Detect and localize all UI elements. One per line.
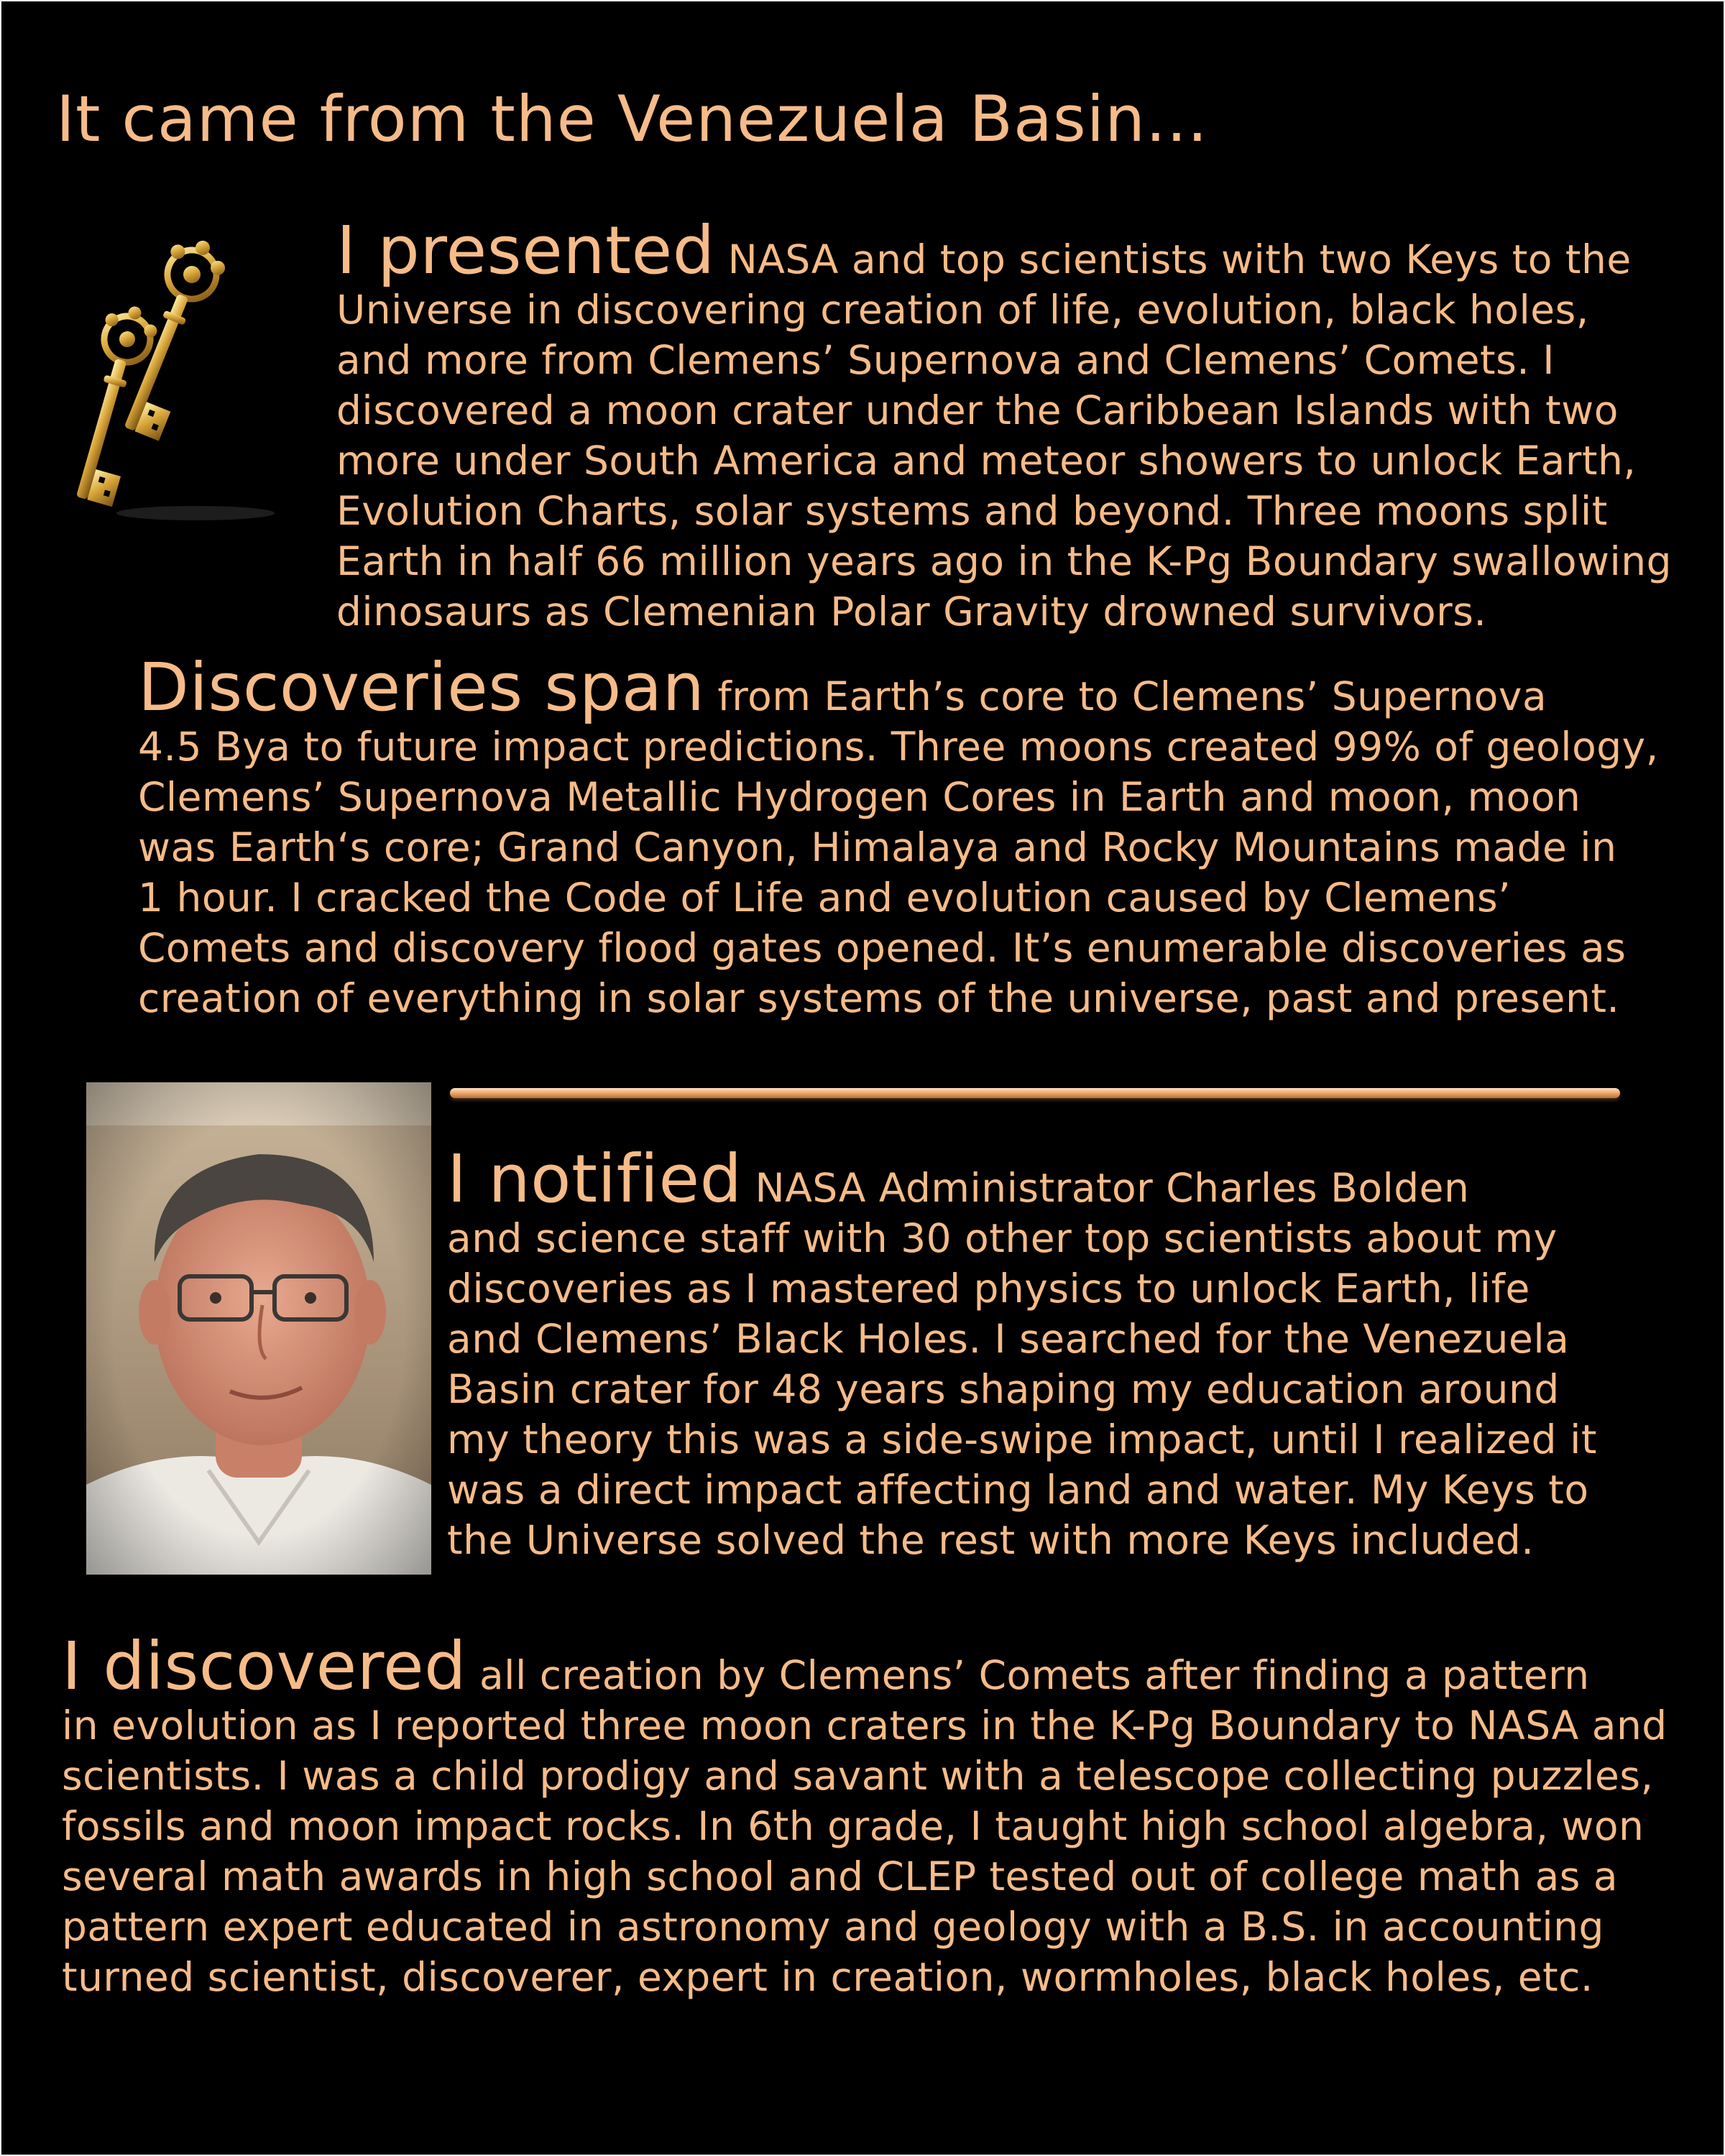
paragraph-line: dinosaurs as Clemenian Polar Gravity drowned survivors. — [336, 589, 1487, 635]
notified-paragraph — [447, 1141, 1597, 1565]
author-photo — [86, 1082, 431, 1575]
notified-lead: I notified — [447, 1141, 742, 1217]
paragraph-line: discoveries as I mastered physics to unlock Earth, life — [447, 1266, 1530, 1312]
golden-keys-icon — [59, 231, 361, 533]
discoveries-paragraph — [138, 649, 1659, 1023]
paragraph-line: NASA Administrator Charles Bolden — [742, 1165, 1470, 1211]
paragraph-line: all creation by Clemens’ Comets after finding a pattern — [466, 1652, 1590, 1698]
paragraph-line: 1 hour. I cracked the Code of Life and evolution caused by Clemens’ — [138, 875, 1512, 921]
paragraph-line: more under South America and meteor showers to unlock Earth, — [336, 438, 1637, 484]
paragraph-line: turned scientist, discoverer, expert in creation, wormholes, black holes, etc. — [62, 1954, 1593, 2000]
discovered-lead: I discovered — [62, 1628, 466, 1705]
paragraph-line: 4.5 Bya to future impact predictions. Three moons created 99% of geology, — [138, 724, 1659, 770]
presented-paragraph — [336, 212, 1673, 637]
paragraph-line: the Universe solved the rest with more Keys included. — [447, 1517, 1535, 1563]
paragraph-line: and more from Clemens’ Supernova and Clemens’ Comets. I — [336, 337, 1555, 383]
paragraph-line: and science staff with 30 other top scientists about my — [447, 1215, 1558, 1261]
paragraph-line: Basin crater for 48 years shaping my education around — [447, 1366, 1560, 1412]
paragraph-line: discovered a moon crater under the Caribbean Islands with two — [336, 387, 1619, 433]
paragraph-line: Universe in discovering creation of life, evolution, black holes, — [336, 287, 1589, 333]
paragraph-line: was Earth‘s core; Grand Canyon, Himalaya and Rocky Mountains made in — [138, 824, 1617, 870]
paragraph-line: from Earth’s core to Clemens’ Supernova — [704, 673, 1547, 719]
discovered-paragraph — [62, 1628, 1668, 2002]
paragraph-line: Clemens’ Supernova Metallic Hydrogen Cores in Earth and moon, moon — [138, 774, 1581, 820]
paragraph-line: and Clemens’ Black Holes. I searched for the Venezuela — [447, 1316, 1570, 1362]
paragraph-line: NASA and top scientists with two Keys to the — [714, 236, 1632, 282]
paragraph-line: scientists. I was a child prodigy and savant with a telescope collecting puzzles, — [62, 1753, 1654, 1799]
paragraph-line: creation of everything in solar systems of the universe, past and present. — [138, 975, 1620, 1021]
discoveries-lead: Discoveries span — [138, 649, 705, 726]
paragraph-line: my theory this was a side-swipe impact, until I realized it — [447, 1416, 1597, 1462]
paragraph-line: Comets and discovery flood gates opened. It’s enumerable discoveries as — [138, 925, 1627, 971]
paragraph-line: in evolution as I reported three moon craters in the K-Pg Boundary to NASA and — [62, 1703, 1668, 1749]
paragraph-line: Evolution Charts, solar systems and beyond. Three moons split — [336, 488, 1608, 534]
author-portrait-image — [86, 1082, 431, 1575]
headline: It came from the Venezuela Basin... — [56, 82, 1208, 156]
paragraph-line: pattern expert educated in astronomy and geology with a B.S. in accounting — [62, 1904, 1604, 1950]
divider-bar — [450, 1088, 1620, 1098]
paragraph-line: was a direct impact affecting land and water. My Keys to — [447, 1467, 1589, 1513]
presented-lead: I presented — [336, 212, 715, 289]
paragraph-line: Earth in half 66 million years ago in the K-Pg Boundary swallowing — [336, 538, 1673, 584]
paragraph-line: several math awards in high school and CLEP tested out of college math as a — [62, 1853, 1619, 1899]
paragraph-line: fossils and moon impact rocks. In 6th grade, I taught high school algebra, won — [62, 1803, 1644, 1849]
